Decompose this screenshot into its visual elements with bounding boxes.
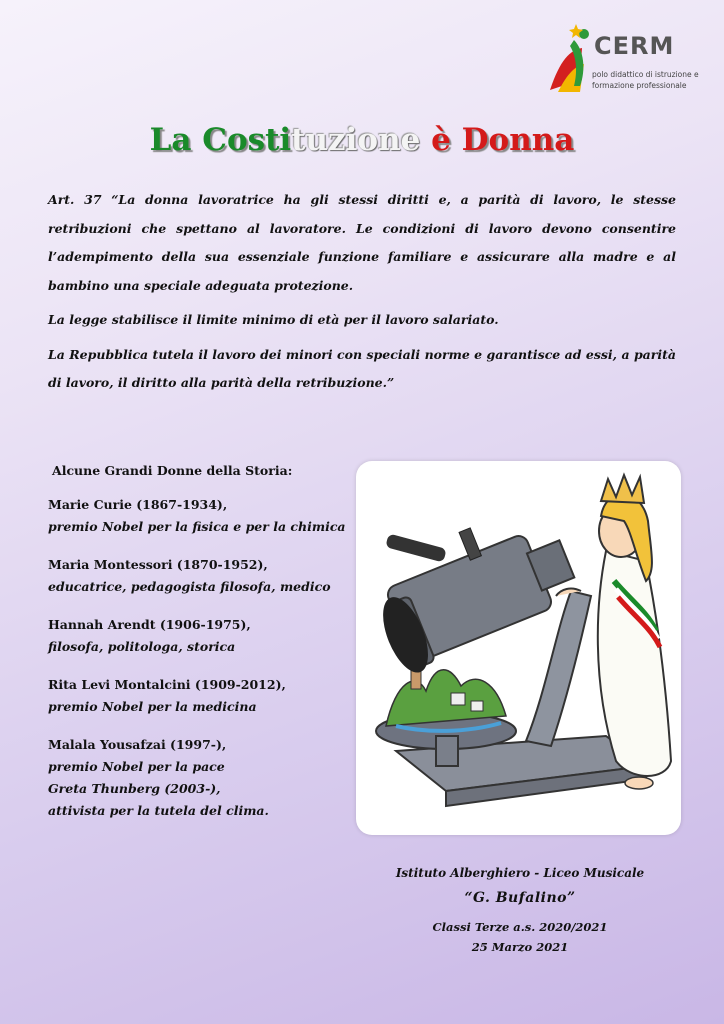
woman-name: Maria Montessori (1870-1952), [48,557,268,572]
article-paragraph-2: La legge stabilisce il limite minimo di età per il lavoro salariato. [48,312,499,327]
woman-name: Malala Yousafzai (1997-), [48,737,227,752]
title-part-1: La [149,122,203,158]
list-item [48,494,358,538]
cartoon-illustration [356,461,681,835]
footer-date: 25 Marzo 2021 [471,940,569,954]
woman-description: educatrice, pedagogista filosofa, medico [48,579,331,594]
article-paragraph-3: La Repubblica tutela il lavoro dei minori con speciali norme e garantisce ad essi, a parità di lavoro, il diritto alla parità della retribuzione.” [48,346,676,390]
title-part-4: è [420,122,462,158]
title-part-5: Donna [461,122,575,158]
list-item [48,734,358,822]
list-item [48,614,358,658]
page-title [0,122,724,158]
footer [370,866,670,954]
woman-description: premio Nobel per la fisica e per la chimica [48,519,346,534]
woman-extra-name: Greta Thunberg (2003-), [48,781,221,796]
list-item [48,674,358,718]
woman-description: premio Nobel per la medicina [48,699,257,714]
article-37-text [48,186,676,404]
footer-classes: Classi Terze a.s. 2020/2021 [432,920,608,934]
woman-description: filosofa, politologa, storica [48,639,236,654]
logo-brand: CERM [594,32,675,60]
footer-school-name: “G. Bufalino” [464,890,576,906]
woman-name: Rita Levi Montalcini (1909-2012), [48,677,286,692]
woman-extra-description: attivista per la tutela del clima. [48,803,269,818]
women-list [48,494,358,838]
list-item [48,554,358,598]
microscope-cartoon-image [356,461,681,835]
footer-institute: Istituto Alberghiero - Liceo Musicale [395,866,645,880]
woman-name: Hannah Arendt (1906-1975), [48,617,251,632]
women-heading: Alcune Grandi Donne della Storia: [52,463,293,478]
logo-subtitle: polo didattico di istruzione e formazione professionale [592,70,699,90]
title-part-2: Costi [202,122,292,158]
article-paragraph-1: Art. 37 “La donna lavoratrice ha gli stessi diritti e, a parità di lavoro, le stesse retribuzioni che spettano al lavoratore. Le condizioni di lavoro devono consentire l’adempimento della sua essenziale funzione familiare e assicurare alla madre e al bambino una speciale adeguata protezione. [48,192,676,293]
title-part-3: tuzione [291,122,421,158]
woman-description: premio Nobel per la pace [48,759,225,774]
woman-name: Marie Curie (1867-1934), [48,497,228,512]
